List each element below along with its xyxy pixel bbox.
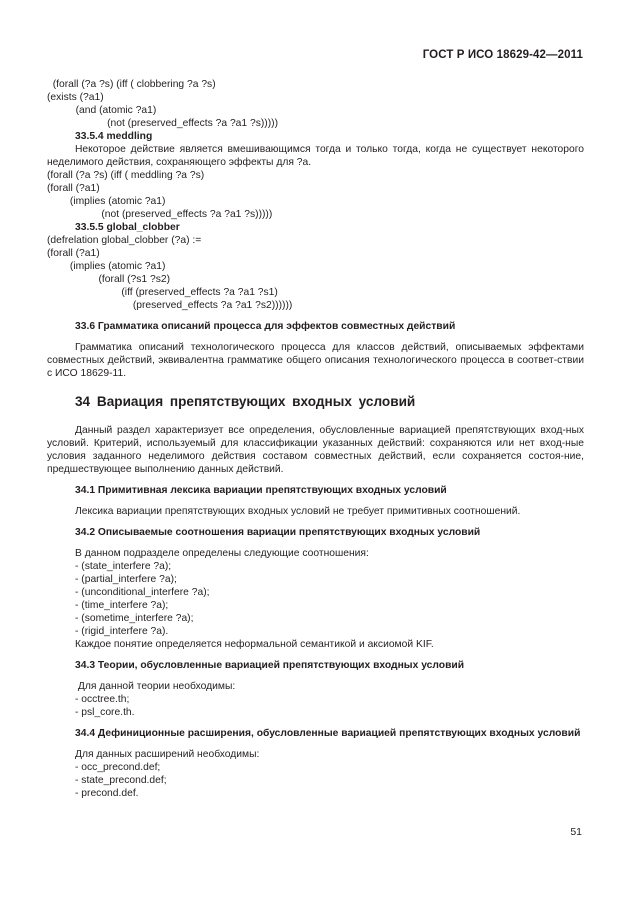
- list-item: - (rigid_interfere ?a).: [75, 626, 169, 637]
- section-heading: 34.1 Примитивная лексика вариации препятствующих входных условий: [75, 485, 447, 496]
- list-item: - (unconditional_interfere ?a);: [75, 587, 210, 598]
- code-line: (not (preserved_effects ?a ?a1 ?s))))): [47, 209, 273, 220]
- paragraph: Некоторое действие является вмешивающимся тогда и только тогда, когда не существует некоторого неделимого действия, сохраняющего эффекты для ?а.: [47, 144, 584, 168]
- paragraph: Каждое понятие определяется неформальной семантикой и аксиомой KIF.: [75, 639, 434, 650]
- page-number: 51: [570, 826, 582, 838]
- code-line: (implies (atomic ?a1): [47, 261, 166, 272]
- section-heading: 33.5.4 meddling: [75, 131, 153, 142]
- code-line: (forall (?a1): [47, 248, 100, 259]
- code-line: (exists (?a1): [47, 92, 104, 103]
- list-item: - state_precond.def;: [75, 775, 167, 786]
- code-line: (defrelation global_clobber (?a) :=: [47, 235, 202, 246]
- chapter-heading: 34 Вариация препятствующих входных условий: [75, 394, 416, 409]
- code-line: (preserved_effects ?a ?a1 ?s2)))))): [47, 300, 293, 311]
- code-block-global-clobber: [47, 234, 584, 312]
- paragraph: Лексика вариации препятствующих входных условий не требует примитивных соотношений.: [75, 506, 521, 517]
- code-line: (and (atomic ?a1): [47, 105, 157, 116]
- code-line: (not (preserved_effects ?a ?a1 ?s))))): [47, 118, 279, 129]
- list-item: - (partial_interfere ?a);: [75, 574, 177, 585]
- section-heading: 34.3 Теории, обусловленные вариацией препятствующих входных условий: [75, 660, 465, 671]
- code-line: (iff (preserved_effects ?a ?a1 ?s1): [47, 287, 278, 298]
- code-line: (forall (?a ?s) (iff ( clobbering ?a ?s): [47, 79, 216, 90]
- paragraph: В данном подразделе определены следующие соотношения:: [75, 548, 369, 559]
- code-block-clobbering: [47, 78, 584, 130]
- paragraph: Данный раздел характеризует все определения, обусловленные вариацией препятствующих вход-ных условий. Критерий, используемый для классификации указанных действий: сохраняются или нет вход-ные условия заданного неделимого действия составом совместных действий, если сохраняется состоя-ние, предшествующее выполнению данных действий.: [47, 425, 584, 475]
- list-item: - (time_interfere ?a);: [75, 600, 169, 611]
- list-item: - precond.def.: [75, 788, 139, 799]
- code-line: (implies (atomic ?a1): [47, 196, 166, 207]
- document-header: ГОСТ Р ИСО 18629-42—2011: [422, 49, 583, 61]
- section-heading: 33.6 Грамматика описаний процесса для эффектов совместных действий: [75, 321, 456, 332]
- list-item: - psl_core.th.: [75, 707, 135, 718]
- list-item: - occtree.th;: [75, 694, 130, 705]
- paragraph: Для данных расширений необходимы:: [75, 749, 260, 760]
- paragraph: Грамматика описаний технологического процесса для классов действий, описываемых эффектами совместных действий, эквивалентна грамматике общего описания технологического процесса в соответ-ствии с ИСО 18629-11.: [47, 342, 584, 379]
- list-item: - occ_precond.def;: [75, 762, 161, 773]
- code-block-meddling: [47, 169, 584, 221]
- code-line: (forall (?a1): [47, 183, 100, 194]
- code-line: (forall (?a ?s) (iff ( meddling ?a ?s): [47, 170, 205, 181]
- paragraph: Для данной теории необходимы:: [75, 681, 236, 692]
- list-item: - (state_interfere ?a);: [75, 561, 172, 572]
- section-heading: 34.4 Дефиниционные расширения, обусловленные вариацией препятствующих входных условий: [75, 728, 581, 739]
- section-heading: 34.2 Описываемые соотношения вариации препятствующих входных условий: [75, 527, 481, 538]
- list-item: - (sometime_interfere ?a);: [75, 613, 194, 624]
- section-heading: 33.5.5 global_clobber: [75, 222, 180, 233]
- code-line: (forall (?s1 ?s2): [47, 274, 171, 285]
- page-content: [47, 78, 584, 800]
